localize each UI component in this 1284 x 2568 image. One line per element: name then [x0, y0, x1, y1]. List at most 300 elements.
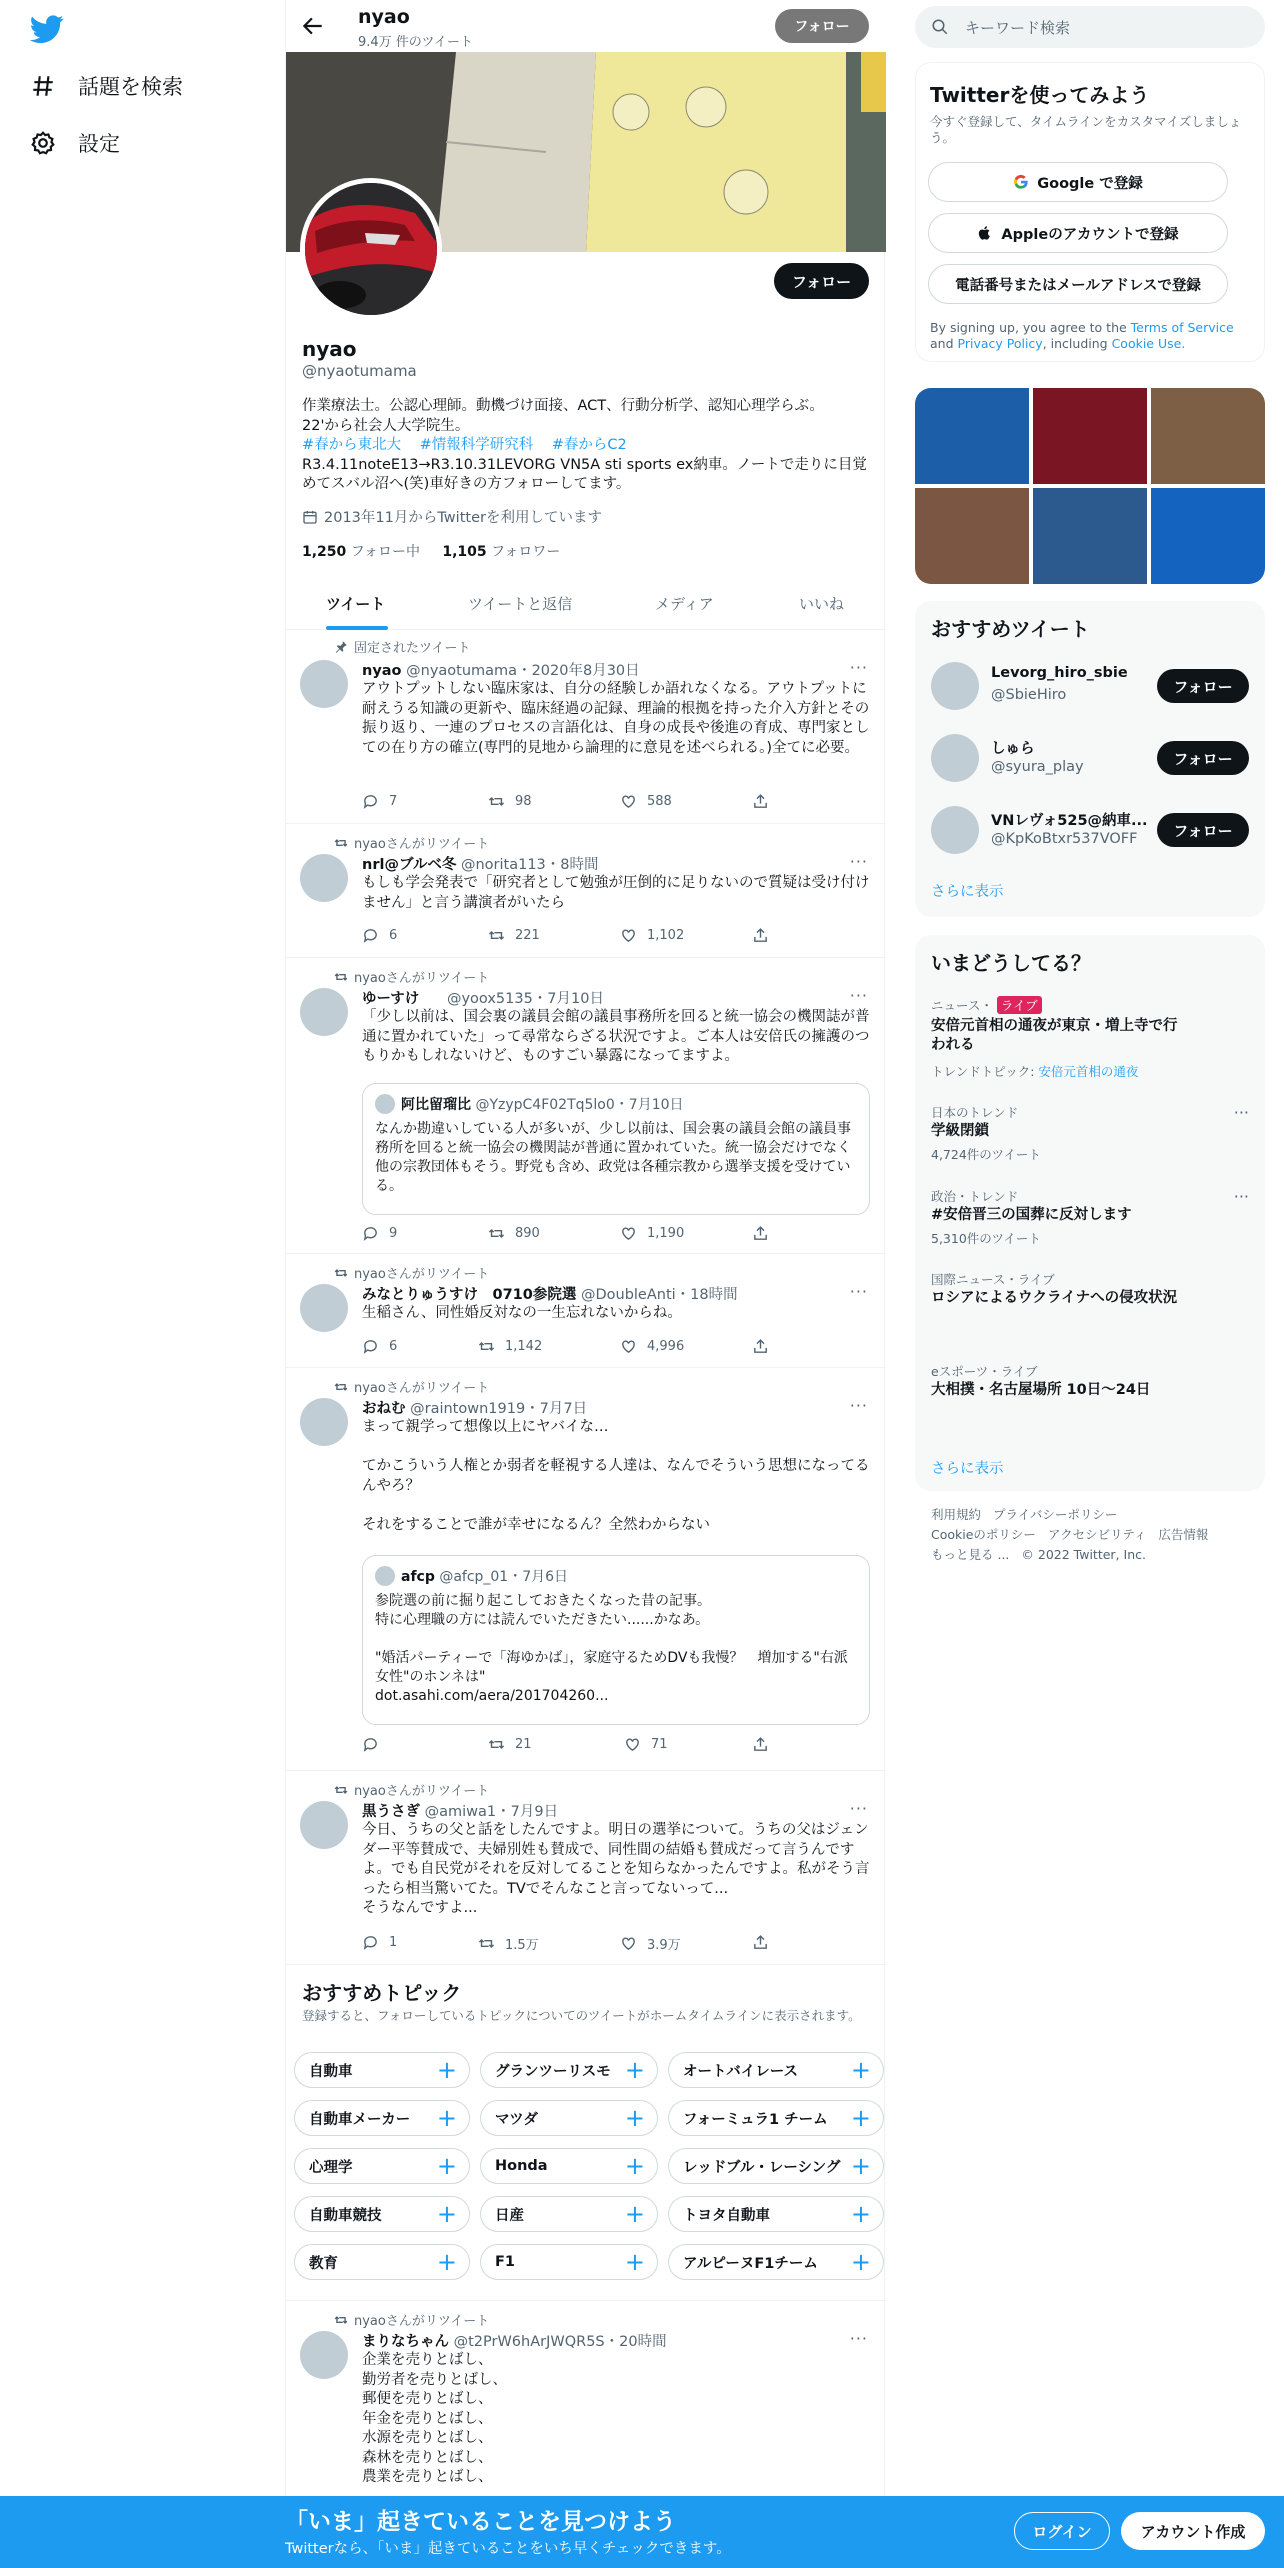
heart-icon [620, 1225, 637, 1242]
tab-tweets-replies[interactable]: ツイートと返信 [468, 595, 573, 613]
retweet-icon [478, 1338, 495, 1355]
quoted-author-name: afcp [401, 1569, 435, 1585]
retweet-count: 221 [515, 928, 540, 943]
search-icon [931, 18, 949, 36]
pin-icon [334, 640, 348, 654]
bio-line-2: 22'から社会人大学院生。 [302, 417, 470, 434]
topic-chip[interactable] [668, 2100, 884, 2136]
topic-label: 日産 [495, 2207, 524, 2224]
tweet-author[interactable] [362, 2330, 667, 2351]
avatar[interactable] [300, 854, 348, 902]
reply-count: 7 [389, 794, 398, 809]
plus-icon: + [436, 2104, 457, 2132]
signup-panel [915, 62, 1265, 362]
suggested-user-handle: @SbieHiro [991, 687, 1067, 703]
retweet-icon [334, 2313, 348, 2327]
heart-icon [620, 793, 637, 810]
reply-count: 1 [389, 1935, 398, 1950]
media-thumbnail[interactable] [1033, 488, 1147, 584]
more-options-icon[interactable]: ··· [849, 852, 868, 871]
share-icon [752, 1338, 769, 1355]
trend-title[interactable]: ロシアによるウクライナへの侵攻状況 [931, 1290, 1178, 1306]
topic-chip[interactable] [294, 2244, 470, 2280]
author-meta: @raintown1919・7月7日 [410, 1401, 588, 1417]
retweet-icon [478, 1935, 495, 1952]
topic-chip[interactable] [480, 2196, 658, 2232]
who-to-follow [915, 601, 1265, 917]
twitter-logo-icon[interactable] [30, 12, 64, 46]
search-placeholder: キーワード検索 [965, 18, 1071, 37]
tweet-context-label: nyaoさんがリツイート [354, 2314, 490, 2329]
quoted-text: 参院選の前に掘り起こしておきたくなった昔の記事。 特に心理職の方には読んでいただきたい......かなあ。 "婚活パーティーで「海ゆかば」，家庭守るためDVも我慢？ 増加する"右派女性"のホンネは" dot.asahi.com/aera/201704260... [375, 1593, 848, 1704]
reply-button[interactable] [362, 1934, 397, 1951]
topic-label: 自動車 [309, 2063, 353, 2080]
author-name: nyao [362, 663, 402, 679]
tweet-context [334, 967, 489, 986]
back-arrow-icon[interactable] [300, 13, 326, 39]
reply-icon [362, 1934, 379, 1951]
reply-count: 6 [389, 1339, 398, 1354]
tweet-context [334, 1780, 489, 1799]
trend-topic-link[interactable]: 安倍元首相の通夜 [1038, 1064, 1139, 1079]
like-count: 71 [651, 1737, 668, 1752]
followers-label: フォロワー [491, 544, 561, 560]
topics-title: おすすめトピック [302, 1981, 462, 2005]
login-button[interactable]: ログイン [1014, 2512, 1110, 2550]
reply-icon [362, 793, 379, 810]
privacy-link[interactable]: Privacy Policy [957, 336, 1043, 351]
suggested-user-name[interactable]: Levorg_hiro_sbie [991, 665, 1128, 681]
suggested-user-handle: @syura_play [991, 759, 1084, 775]
avatar[interactable] [300, 1801, 348, 1849]
header-follow-button[interactable]: フォロー [775, 9, 869, 43]
retweet-count: 890 [515, 1226, 540, 1241]
trend-tweet-count: 5,310件のツイート [931, 1231, 1041, 1246]
avatar-car-image [305, 183, 437, 315]
more-options-icon[interactable]: ··· [849, 1396, 868, 1415]
retweet-count: 1,142 [505, 1339, 543, 1354]
more-options-icon[interactable]: ··· [849, 986, 868, 1005]
topic-chip[interactable] [480, 2100, 658, 2136]
media-thumbnail[interactable] [1033, 388, 1147, 484]
plus-icon: + [436, 2200, 457, 2228]
tweet-author[interactable] [362, 1397, 587, 1418]
share-icon [752, 927, 769, 944]
tweet-context-label: nyaoさんがリツイート [354, 1381, 490, 1396]
retweet-icon [488, 927, 505, 944]
like-button[interactable] [624, 1736, 668, 1753]
tweet-actions [362, 793, 802, 813]
heart-icon [620, 1338, 637, 1355]
tweet-context [334, 637, 470, 656]
plus-icon: + [850, 2248, 871, 2276]
retweet-icon [334, 1266, 348, 1280]
tweet-actions [362, 1934, 802, 1954]
quoted-author [401, 1094, 684, 1114]
retweet-icon [334, 836, 348, 850]
profile-bio [302, 397, 872, 495]
tweet-text: 「少し以前は、国会裏の議員会館の議員事務所を回ると統一協会の機関誌が普通に置かれていた」って尋常ならざる状況ですよ。ご本人は安倍氏の擁護のつもりかもしれないけど、ものすごい暴露になってますよ。 [362, 1009, 870, 1064]
hashtag-link[interactable]: #情報科学研究科 [419, 437, 534, 453]
topic-label: 自動車競技 [309, 2207, 382, 2224]
retweet-button[interactable] [488, 793, 532, 810]
reply-count: 9 [389, 1226, 398, 1241]
author-name: nrl@ブルベ冬 [362, 857, 457, 873]
follow-button[interactable]: フォロー [1157, 741, 1249, 775]
show-more-link[interactable]: さらに表示 [931, 1461, 1004, 1477]
reply-button[interactable] [362, 927, 397, 944]
trend-title[interactable]: #安倍晋三の国葬に反対します [931, 1207, 1132, 1223]
following-label: フォロー中 [350, 544, 421, 560]
trend-sub-prefix: トレンドトピック: [931, 1064, 1039, 1079]
like-button[interactable] [620, 927, 684, 944]
topic-chip[interactable] [668, 2052, 884, 2088]
retweet-icon [334, 1380, 348, 1394]
trend-meta: 政治・トレンド [931, 1189, 1019, 1204]
share-icon [752, 1736, 769, 1753]
topic-label: グランツーリスモ [495, 2063, 611, 2080]
footer-link[interactable]: Cookieのポリシー [931, 1527, 1036, 1542]
reply-count: 6 [389, 928, 398, 943]
reply-button[interactable] [362, 1736, 389, 1753]
footer-link[interactable]: アクセシビリティ [1047, 1527, 1147, 1542]
avatar[interactable] [300, 2331, 348, 2379]
joined-label: 2013年11月からTwitterを利用しています [324, 510, 602, 526]
profile-avatar[interactable] [300, 178, 442, 320]
signup-subtitle: 今すぐ登録して、タイムラインをカスタマイズしましょう。 [930, 114, 1242, 145]
more-options-icon[interactable]: ··· [849, 1799, 868, 1818]
media-thumbnail[interactable] [915, 488, 1029, 584]
reply-icon [362, 1225, 379, 1242]
retweet-count: 21 [515, 1737, 532, 1752]
avatar[interactable] [931, 806, 979, 854]
media-thumbnail[interactable] [915, 388, 1029, 484]
left-nav [0, 0, 285, 2568]
tweet[interactable] [286, 1254, 886, 1368]
author-meta: @norita113・8時間 [460, 857, 599, 873]
plus-icon: + [850, 2152, 871, 2180]
like-button[interactable] [620, 1338, 684, 1355]
topic-label: マツダ [495, 2111, 538, 2128]
tab-likes[interactable]: いいね [799, 595, 845, 613]
phone-email-signup-button[interactable]: 電話番号またはメールアドレスで登録 [928, 264, 1228, 304]
topic-label: 自動車メーカー [309, 2111, 411, 2128]
topic-label: レッドブル・レーシング [683, 2159, 841, 2176]
tweet-author[interactable] [362, 853, 599, 874]
bio-hashtags [302, 436, 872, 456]
more-options-icon[interactable]: ··· [1233, 1187, 1249, 1206]
tweet-text: まって親学って想像以上にヤバイな… てかこういう人権とか弱者を軽視する人達は、なんでそういう思想になってるんやろ？ それをすることで誰が幸せになるん？全然わからない [362, 1419, 870, 1533]
copyright: © 2022 Twitter, Inc. [1021, 1547, 1146, 1562]
tweet-context-label: nyaoさんがリツイート [354, 1267, 490, 1282]
heart-icon [620, 1935, 637, 1952]
media-thumbnail[interactable] [1151, 488, 1265, 584]
topic-chip[interactable] [480, 2148, 658, 2184]
reply-icon [362, 1338, 379, 1355]
signup-terms [930, 320, 1252, 352]
profile-tabs [286, 577, 886, 630]
author-meta: @t2PrW6hArJWQR5S・20時間 [453, 2334, 667, 2350]
author-meta: @nyaotumama・2020年8月30日 [406, 663, 640, 679]
who-to-follow-title: おすすめツイート [931, 617, 1090, 641]
quoted-author [401, 1566, 568, 1586]
followers-link[interactable] [442, 544, 560, 560]
trend-title[interactable]: 大相撲・名古屋場所 10日〜24日 [931, 1382, 1151, 1398]
retweet-count: 98 [515, 794, 532, 809]
tweet-text: もしも学会発表で「研究者として勉強が圧倒的に足りないので質疑は受け付けません」と言う講演者がいたら [362, 875, 870, 911]
quoted-tweet[interactable] [362, 1555, 870, 1725]
topic-label: トヨタ自動車 [683, 2207, 770, 2224]
following-count: 1,250 [302, 544, 347, 560]
topic-chip[interactable] [294, 2100, 470, 2136]
retweet-button[interactable] [478, 1338, 542, 1355]
media-grid [915, 388, 1265, 584]
plus-icon: + [624, 2152, 645, 2180]
tweet[interactable] [286, 824, 886, 958]
media-thumbnail[interactable] [1151, 388, 1265, 484]
share-button[interactable] [752, 1338, 769, 1355]
trend-category: ニュース・ [931, 998, 993, 1013]
like-button[interactable] [620, 793, 672, 810]
like-count: 1,102 [647, 928, 685, 943]
tweet-author[interactable] [362, 1283, 738, 1304]
topic-label: F1 [495, 2254, 515, 2270]
like-count: 588 [647, 794, 672, 809]
topic-chip[interactable] [294, 2148, 470, 2184]
apple-signup-button[interactable] [928, 213, 1228, 253]
share-button[interactable] [752, 1934, 769, 1951]
topic-label: アルピーヌF1チーム [683, 2255, 818, 2272]
tweet-actions [362, 927, 802, 947]
share-icon [752, 1934, 769, 1951]
retweet-button[interactable] [478, 1934, 539, 1953]
tweet-context [334, 1263, 489, 1282]
tweet-author[interactable] [362, 987, 604, 1008]
like-count: 1,190 [647, 1226, 685, 1241]
retweet-button[interactable] [488, 1225, 540, 1242]
quoted-author-name: 阿比留瑠比 [401, 1097, 471, 1113]
author-name: おねむ [362, 1401, 406, 1417]
reply-icon [362, 1736, 379, 1753]
quoted-author-meta: @YzypC4F02Tq5lo0・7月10日 [475, 1097, 684, 1113]
reply-button[interactable] [362, 1225, 397, 1242]
tweet[interactable] [286, 1368, 886, 1771]
search-input[interactable] [915, 6, 1265, 48]
avatar[interactable] [300, 1398, 348, 1446]
profile-name: nyao [302, 337, 357, 361]
nav-settings[interactable] [30, 128, 120, 158]
plus-icon: + [624, 2104, 645, 2132]
retweet-icon [488, 1225, 505, 1242]
more-options-icon[interactable]: ··· [849, 658, 868, 677]
tab-media[interactable]: メディア [655, 595, 714, 613]
topic-chip[interactable] [668, 2148, 884, 2184]
plus-icon: + [436, 2248, 457, 2276]
tweet-context-label: nyaoさんがリツイート [354, 837, 490, 852]
topic-label: Honda [495, 2158, 548, 2174]
trend-sub [931, 1062, 1138, 1080]
profile-column [285, 0, 885, 2568]
more-options-icon[interactable]: ··· [1233, 1103, 1249, 1122]
tweet-author[interactable] [362, 1800, 558, 1821]
plus-icon: + [624, 2248, 645, 2276]
hashtag-icon [30, 73, 56, 99]
plus-icon: + [436, 2152, 457, 2180]
terms-link[interactable]: Terms of Service [1130, 320, 1234, 335]
topic-chip[interactable] [294, 2196, 470, 2232]
plus-icon: + [436, 2056, 457, 2084]
share-button[interactable] [752, 1225, 769, 1242]
reply-button[interactable] [362, 1338, 397, 1355]
bio-line-3: R3.4.11noteE13→R3.10.31LEVORG VN5A sti sports ex納車。ノートで走りに目覚めてスバル沼へ(笑)車好きの方フォローしてます。 [302, 456, 867, 492]
more-options-icon[interactable]: ··· [849, 2329, 868, 2348]
topics-subtitle: 登録すると、フォローしているトピックについてのツイートがホームタイムラインに表示されます。 [302, 2008, 861, 2023]
hashtag-link[interactable]: #春からC2 [551, 437, 627, 453]
suggested-user-name[interactable]: しゅら [991, 741, 1035, 757]
tweet-actions [362, 1736, 802, 1756]
tweet-actions [362, 1225, 802, 1245]
tweet[interactable] [286, 2301, 886, 2501]
quoted-text: なんか勘違いしている人が多いが、少し以前は、国会裏の議員会館の議員事務所を回ると統一協会の機関誌が普通に置かれていた。統一協会だけでなく他の宗教団体もそう。野党も含め、政党は各種宗教から選挙支援を受けている。 [375, 1121, 851, 1194]
hashtag-link[interactable]: #春から東北大 [302, 437, 402, 453]
tweet-text: アウトプットしない臨床家は、自分の経験しか語れなくなる。アウトプットに耐えうる知識の更新や、臨床経過の記録、理論的根拠を持った介入方針とその振り返り、一連のプロセスの言語化は、自身の成長や後進の育成、専門家としての在り方の確立(専門的見地から論理的に意見を述べられる。)全てに必要。 [362, 681, 870, 756]
google-icon [1013, 174, 1029, 190]
topic-chip[interactable] [480, 2244, 658, 2280]
reply-button[interactable] [362, 793, 397, 810]
plus-icon: + [850, 2200, 871, 2228]
signup-button[interactable]: アカウント作成 [1121, 2512, 1265, 2550]
google-signup-label: Google で登録 [1037, 175, 1143, 192]
suggested-user-name[interactable]: VNレヴォ525@納車... [991, 813, 1148, 829]
gear-icon [30, 130, 56, 156]
reply-icon [362, 927, 379, 944]
topic-label: 心理学 [309, 2159, 353, 2176]
plus-icon: + [850, 2104, 871, 2132]
footer-link[interactable]: 広告情報 [1158, 1527, 1209, 1542]
header-tweet-count: 9.4万 件のツイート [358, 35, 473, 50]
author-meta: @DoubleAnti・18時間 [580, 1287, 738, 1303]
bio-line-1: 作業療法士。公認心理師。動機づけ面接、ACT、行動分析学、認知心理学らぶ。 [302, 398, 824, 414]
follow-stats [302, 541, 560, 561]
like-button[interactable] [620, 1225, 684, 1242]
topic-label: 教育 [309, 2255, 338, 2272]
tweet[interactable] [286, 1771, 886, 1965]
footer-more-link[interactable]: もっと見る ... [931, 1547, 1010, 1562]
tweet-text: 企業を売りとばし、 勤労者を売りとばし、 郵便を売りとばし、 年金を売りとばし、 水源を売りとばし、 森林を売りとばし、 農業を売りとばし、 [362, 2352, 507, 2485]
follow-button[interactable]: フォロー [1157, 813, 1249, 847]
avatar[interactable] [300, 660, 348, 708]
retweet-button[interactable] [488, 927, 540, 944]
cookie-link[interactable]: Cookie Use. [1111, 336, 1186, 351]
terms-including: , including [1042, 336, 1108, 351]
topic-chip[interactable] [668, 2196, 884, 2232]
topic-chip[interactable] [668, 2244, 884, 2280]
apple-signup-label: Appleのアカウントで登録 [1001, 226, 1179, 243]
following-link[interactable] [302, 544, 420, 560]
nav-explore[interactable] [30, 71, 183, 101]
tweet-context [334, 833, 489, 852]
tweet-context [334, 2310, 489, 2329]
trend-title[interactable]: 安倍元首相の通夜が東京・増上寺で行われる [931, 1018, 1178, 1053]
tweet-context-label: nyaoさんがリツイート [354, 971, 490, 986]
plus-icon: + [850, 2056, 871, 2084]
retweet-icon [488, 793, 505, 810]
avatar[interactable] [931, 662, 979, 710]
footer-links [931, 1505, 1261, 1565]
followers-count: 1,105 [442, 544, 487, 560]
bottom-bar-subtitle: Twitterなら、「いま」起きていることをいち早くチェックできます。 [285, 2541, 731, 2557]
signup-title: Twitterを使ってみよう [930, 83, 1150, 107]
author-name: ゆーすけ [362, 991, 420, 1007]
terms-prefix: By signing up, you agree to the [930, 320, 1127, 335]
trend-meta: eスポーツ・ライブ [931, 1364, 1038, 1379]
suggested-user-handle: @KpKoBtxr537VOFF [991, 831, 1138, 847]
tweet-pinned[interactable] [286, 630, 886, 824]
trend-meta: 日本のトレンド [931, 1105, 1019, 1120]
like-button[interactable] [620, 1934, 681, 1953]
author-name: まりなちゃん [362, 2334, 449, 2350]
topic-chip[interactable] [294, 2052, 470, 2088]
quoted-tweet[interactable] [362, 1083, 870, 1215]
avatar [375, 1094, 395, 1114]
topic-label: オートバイレース [683, 2063, 798, 2080]
nav-settings-label: 設定 [78, 132, 120, 156]
bottom-signup-bar [0, 2496, 1284, 2568]
avatar [375, 1566, 395, 1586]
topic-label: フォーミュラ1 チーム [683, 2111, 828, 2128]
follow-button[interactable]: フォロー [1157, 669, 1249, 703]
retweet-count: 1.5万 [505, 1938, 539, 1953]
profile-joined [302, 506, 602, 527]
avatar[interactable] [931, 734, 979, 782]
profile-header-bar [286, 0, 886, 52]
share-icon [752, 793, 769, 810]
more-options-icon[interactable]: ··· [849, 1282, 868, 1301]
like-count: 4,996 [647, 1339, 685, 1354]
share-button[interactable] [752, 793, 769, 810]
google-signup-button[interactable] [928, 162, 1228, 202]
bottom-bar-title: 「いま」起きていることを見つけよう [285, 2509, 676, 2535]
follow-button[interactable]: フォロー [774, 263, 869, 299]
tweet-text: 生稲さん、同性婚反対なの一生忘れないからね。 [362, 1305, 682, 1321]
tweet-context [334, 1377, 489, 1396]
share-button[interactable] [752, 1736, 769, 1753]
apple-icon [977, 225, 993, 241]
retweet-icon [488, 1736, 505, 1753]
tab-tweets[interactable]: ツイート [326, 595, 386, 613]
trends-panel [915, 935, 1265, 1491]
avatar[interactable] [300, 988, 348, 1036]
calendar-icon [302, 509, 318, 525]
avatar[interactable] [300, 1284, 348, 1332]
tweet-author[interactable] [362, 659, 640, 680]
share-button[interactable] [752, 927, 769, 944]
recommended-topics [286, 1965, 886, 2301]
heart-icon [624, 1736, 641, 1753]
retweet-icon [334, 1783, 348, 1797]
topic-chip[interactable] [480, 2052, 658, 2088]
trend-title[interactable]: 学級閉鎖 [931, 1123, 989, 1139]
footer-link[interactable]: プライバシーポリシー [993, 1507, 1118, 1522]
show-more-link[interactable]: さらに表示 [931, 884, 1004, 900]
plus-icon: + [624, 2200, 645, 2228]
tweet[interactable] [286, 958, 886, 1254]
tweet-actions [362, 1338, 802, 1358]
retweet-button[interactable] [488, 1736, 532, 1753]
footer-link[interactable]: 利用規約 [931, 1507, 982, 1522]
terms-and: and [930, 336, 954, 351]
trends-title: いまどうしてる？ [931, 951, 1091, 975]
